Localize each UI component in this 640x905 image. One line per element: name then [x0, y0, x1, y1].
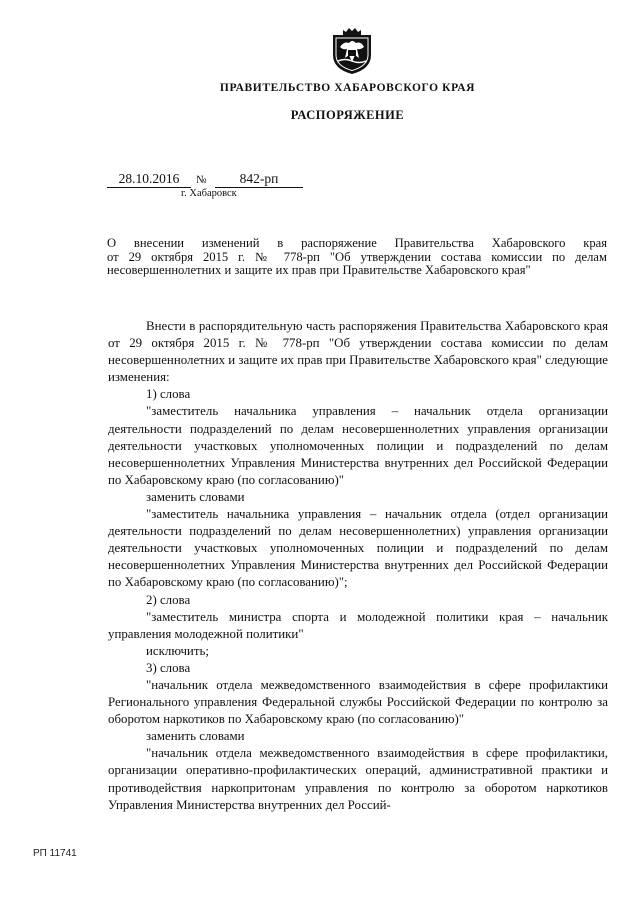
document-body: [108, 318, 608, 814]
registration-line: [107, 171, 303, 187]
title-line: несовершеннолетних и защите их прав при Правительстве Хабаровского края": [107, 263, 531, 277]
document-date: 28.10.2016: [107, 171, 191, 188]
body-paragraph: заменить словами: [146, 489, 245, 504]
number-sign: №: [196, 174, 207, 186]
document-code: РП 11741: [33, 848, 77, 859]
body-paragraph: Внести в распорядительную часть распоряжения Правительства Хабаровского края от 29 октября 2015 г. № 778-рп "Об утверждении состава комиссии по делам несовершеннолетних и защите их прав при Правительстве Хабаровского края" следующие изменения:: [108, 319, 608, 385]
body-paragraph: "заместитель министра спорта и молодежной политики края – начальник управления молодежной политики": [108, 609, 608, 641]
body-paragraph: 1) слова: [146, 387, 191, 402]
body-paragraph: "начальник отдела межведомственного взаимодействия в сфере профилактики Регионального управления Федеральной службы Российской Федерации по контролю за оборотом наркотиков по Хабаровскому краю (по согласованию)": [108, 677, 608, 727]
title-line: от 29 октября 2015 г. № 778-рп "Об утверждении состава комиссии по делам: [107, 249, 607, 264]
body-paragraph: 3) слова: [146, 660, 191, 675]
body-paragraph: "начальник отдела межведомственного взаимодействия в сфере профилактики, организации оперативно-профилактических операций, административной практики и противодействия наркопритонам управления по контролю за оборотом наркотиков Управления Министерства внутренних дел Россий-: [108, 746, 608, 812]
title-line: О внесении изменений в распоряжение Правительства Хабаровского края: [107, 236, 607, 250]
body-paragraph: "заместитель начальника управления – начальник отдела организации деятельности подразделений по делам несовершеннолетних управления организации деятельности участковых уполномоченных полиции и подразделений по делам несовершеннолетних Управления Министерства внутренних дел Российской Федерации по Хабаровскому краю (по согласованию)": [108, 404, 608, 487]
document-number: 842-рп: [215, 171, 303, 188]
document-type: РАСПОРЯЖЕНИЕ: [290, 108, 405, 122]
body-paragraph: исключить;: [146, 643, 209, 658]
body-paragraph: 2) слова: [146, 592, 191, 607]
coat-of-arms-icon: [329, 25, 375, 75]
body-paragraph: "заместитель начальника управления – начальник отдела (отдел организации деятельности подразделений по делам несовершеннолетних) управления организации деятельности участковых уполномоченных полиции и подразделений по делам несовершеннолетних Управления Министерства внутренних дел Российской Федерации по Хабаровскому краю (по согласованию)";: [108, 507, 608, 590]
document-title: [107, 237, 607, 278]
body-paragraph: заменить словами: [146, 729, 245, 744]
government-name: ПРАВИТЕЛЬСТВО ХАБАРОВСКОГО КРАЯ: [219, 82, 476, 94]
city: г. Хабаровск: [181, 188, 237, 199]
